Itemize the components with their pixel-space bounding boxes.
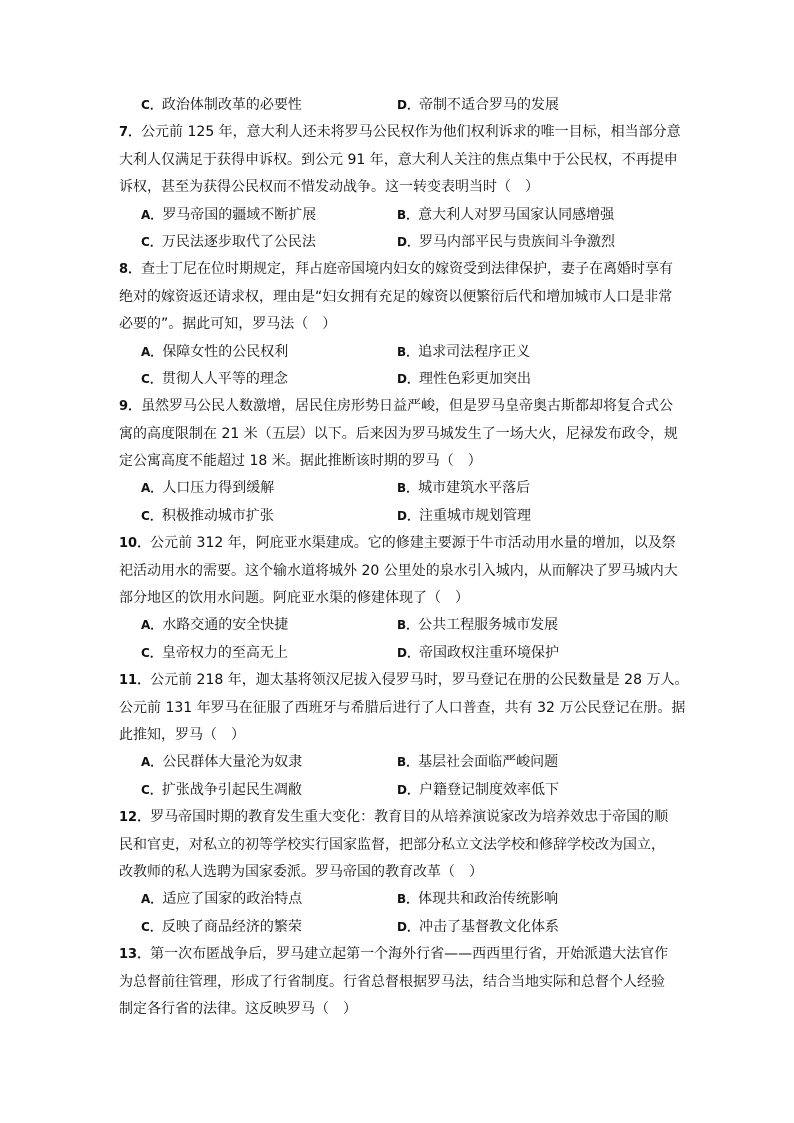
option-b: [397, 475, 530, 502]
question-stem-line: [119, 859, 684, 886]
question-number: 9: [119, 399, 129, 415]
question-number-dot: ．: [137, 673, 151, 689]
option-letter: D: [397, 919, 407, 934]
option-letter: B: [397, 207, 407, 222]
question-stem-line: [119, 941, 684, 968]
stem-text: 定公寓高度不能超过 18 米。据此推断该时期的罗马（ ）: [119, 453, 482, 470]
question-stem-line: [119, 147, 684, 174]
option-dot: ．: [149, 234, 162, 249]
options-row: [119, 366, 684, 393]
option-text: 罗马内部平民与贵族间斗争激烈: [418, 233, 615, 250]
option-a: [119, 202, 397, 229]
option-text: 罗马帝国的疆域不断扩展: [162, 206, 317, 223]
option-c: [119, 777, 397, 804]
option-dot: ．: [149, 782, 162, 797]
option-dot: ．: [406, 645, 419, 660]
stem-text: 祀活动用水的需要。这个输水道将城外 20 公里处的泉水引入城内，从而解决了罗马城内大: [119, 562, 678, 579]
stem-text: 民和官吏，对私立的初等学校实行国家监督，把部分私立文法学校和修辞学校改为国立，: [119, 836, 665, 853]
stem-text: 公元前 312 年，阿庇亚水渠建成。它的修建主要源于牛市活动用水量的增加，以及祭: [150, 535, 676, 552]
options-row: [119, 886, 684, 913]
question-stem-line: [119, 558, 684, 585]
option-letter: C: [141, 645, 150, 660]
option-letter: A: [141, 618, 151, 633]
option-text: 政治体制改革的必要性: [161, 97, 302, 113]
option-dot: ．: [406, 508, 419, 523]
stem-text: 为总督前往管理，形成了行省制度。行省总督根据罗马法，结合当地实际和总督个人经验: [119, 973, 665, 990]
options-row: [119, 777, 684, 804]
option-c: [119, 503, 397, 530]
question-number-dot: ．: [128, 125, 142, 141]
option-dot: ．: [150, 892, 163, 907]
option-dot: ．: [150, 755, 163, 770]
options-row: [119, 229, 684, 256]
options-row: [119, 914, 684, 941]
option-text: 城市建筑水平落后: [418, 480, 531, 497]
option-text: 体现共和政治传统影响: [418, 891, 559, 908]
option-letter: A: [141, 344, 151, 359]
question-number: 7: [119, 125, 129, 141]
question-number-dot: ．: [137, 536, 151, 552]
option-c: [119, 640, 397, 667]
question-number: 10: [119, 536, 138, 552]
option-dot: ．: [406, 919, 419, 934]
stem-text: 查士丁尼在位时期规定，拜占庭帝国境内妇女的嫁资受到法律保护，妻子在离婚时享有: [141, 261, 674, 278]
option-letter: C: [141, 371, 150, 386]
question-number-dot: ．: [137, 810, 151, 826]
option-letter: C: [141, 234, 150, 249]
stem-text: 此推知，罗马（ ）: [119, 726, 245, 743]
option-a: [119, 612, 397, 639]
options-row: [119, 202, 684, 229]
question-stem-line: [119, 256, 684, 283]
question-stem-line: [119, 722, 684, 749]
option-letter: D: [397, 234, 407, 249]
option-c: [119, 366, 397, 393]
option-a: [119, 339, 397, 366]
option-dot: ．: [406, 234, 419, 249]
option-d: [397, 777, 559, 804]
option-text: 人口压力得到缓解: [162, 480, 275, 497]
stem-text: 改教师的私人选聘为国家委派。罗马帝国的教育改革（ ）: [119, 863, 483, 880]
option-text: 适应了国家的政治特点: [162, 891, 303, 908]
question-number: 13: [119, 947, 138, 963]
stem-text: 公元前 125 年，意大利人还未将罗马公民权作为他们权利诉求的唯一目标，相当部分意: [141, 124, 681, 141]
option-letter: A: [141, 481, 151, 496]
option-dot: ．: [149, 645, 162, 660]
question-number: 11: [119, 673, 138, 689]
option-text: 保障女性的公民权利: [162, 343, 289, 360]
option-letter: C: [141, 508, 150, 523]
options-row: [119, 612, 684, 639]
option-d: [397, 229, 615, 256]
option-dot: ．: [149, 98, 162, 112]
question-prev: [119, 92, 684, 119]
question-stem-line: [119, 421, 684, 448]
option-a: [119, 749, 397, 776]
stem-text: 绝对的嫁资返还请求权，理由是“妇女拥有充足的嫁资以便繁衍后代和增加城市人口是非常: [119, 288, 673, 305]
question-8: [119, 256, 684, 393]
option-letter: B: [397, 481, 407, 496]
question-10: [119, 530, 684, 667]
question-stem-line: [119, 119, 684, 146]
option-text: 公民群体大量沦为奴隶: [162, 754, 303, 771]
question-12: [119, 804, 684, 941]
option-dot: ．: [150, 344, 163, 359]
option-d: [397, 914, 559, 941]
option-letter: D: [397, 508, 407, 523]
option-dot: ．: [149, 371, 162, 386]
options-row: [119, 503, 684, 530]
option-a: [119, 886, 397, 913]
option-text: 户籍登记制度效率低下: [418, 781, 559, 798]
option-letter: D: [397, 782, 407, 797]
question-stem-line: [119, 174, 684, 201]
option-dot: ．: [150, 481, 163, 496]
option-letter: A: [141, 892, 151, 907]
option-dot: ．: [406, 371, 419, 386]
option-dot: ．: [406, 481, 419, 496]
option-text: 扩张战争引起民生凋敝: [161, 781, 302, 798]
option-d: [397, 92, 559, 119]
option-letter: B: [397, 618, 407, 633]
option-text: 注重城市规划管理: [418, 507, 531, 524]
option-text: 公共工程服务城市发展: [418, 617, 559, 634]
option-dot: ．: [149, 919, 162, 934]
question-stem-line: [119, 969, 684, 996]
question-stem-line: [119, 530, 684, 557]
option-dot: ．: [406, 892, 419, 907]
question-stem-line: [119, 804, 684, 831]
stem-text: 第一次布匿战争后，罗马建立起第一个海外行省——西西里行省，开始派遣大法官作: [150, 946, 669, 963]
option-letter: C: [141, 919, 150, 934]
option-dot: ．: [149, 508, 162, 523]
option-letter: D: [397, 371, 407, 386]
stem-text: 公元前 218 年，迦太基将领汉尼拔入侵罗马时，罗马登记在册的公民数量是 28 万人。: [150, 672, 689, 689]
question-7: [119, 119, 684, 256]
option-dot: ．: [406, 618, 419, 633]
options-row: [119, 749, 684, 776]
option-text: 反映了商品经济的繁荣: [161, 918, 302, 935]
option-text: 贯彻人人平等的理念: [161, 370, 288, 387]
option-dot: ．: [406, 344, 419, 359]
option-dot: ．: [406, 782, 419, 797]
stem-text: 必要的”。据此可知，罗马法（ ）: [119, 316, 337, 333]
option-c: [119, 92, 397, 119]
option-d: [397, 366, 531, 393]
options-row: [119, 92, 684, 119]
option-text: 理性色彩更加突出: [418, 370, 531, 387]
question-number-dot: ．: [128, 399, 142, 415]
option-b: [397, 886, 558, 913]
option-c: [119, 229, 397, 256]
options-row: [119, 339, 684, 366]
stem-text: 部分地区的饮用水问题。阿庇亚水渠的修建体现了（ ）: [119, 590, 469, 607]
option-b: [397, 749, 558, 776]
question-9: [119, 393, 684, 530]
option-text: 意大利人对罗马国家认同感增强: [418, 206, 615, 223]
option-d: [397, 503, 531, 530]
question-number-dot: ．: [128, 262, 142, 278]
stem-text: 制定各行省的法律。这反映罗马（ ）: [119, 1000, 357, 1017]
question-number-dot: ．: [137, 947, 151, 963]
stem-text: 罗马帝国时期的教育发生重大变化：教育目的从培养演说家改为培养效忠于帝国的顺: [150, 809, 669, 826]
option-text: 皇帝权力的至高无上: [161, 644, 288, 661]
option-text: 冲击了基督教文化体系: [418, 918, 559, 935]
stem-text: 虽然罗马公民人数激增，居民住房形势日益严峻，但是罗马皇帝奥古斯都却将复合式公: [141, 398, 674, 415]
option-dot: ．: [406, 98, 419, 112]
question-stem-line: [119, 448, 684, 475]
option-text: 帝制不适合罗马的发展: [418, 97, 559, 113]
option-letter: D: [397, 98, 407, 112]
question-stem-line: [119, 393, 684, 420]
option-text: 水路交通的安全快捷: [162, 617, 289, 634]
option-b: [397, 202, 614, 229]
exam-page: [119, 92, 689, 1023]
option-letter: A: [141, 755, 151, 770]
question-11: [119, 667, 689, 804]
stem-text: 寓的高度限制在 21 米（五层）以下。后来因为罗马城发生了一场大火，尼禄发布政令，规: [119, 425, 678, 442]
options-row: [119, 640, 684, 667]
question-stem-line: [119, 832, 684, 859]
option-letter: D: [397, 645, 407, 660]
option-letter: B: [397, 892, 407, 907]
option-letter: C: [141, 98, 150, 112]
option-letter: B: [397, 344, 407, 359]
option-text: 帝国政权注重环境保护: [418, 644, 559, 661]
stem-text: 诉权，甚至为获得公民权而不惜发动战争。这一转变表明当时（ ）: [119, 179, 539, 196]
question-13: [119, 941, 684, 1023]
question-stem-line: [119, 667, 689, 694]
question-stem-line: [119, 996, 684, 1023]
stem-text: 公元前 131 年罗马在征服了西班牙与希腊后进行了人口普查，共有 32 万公民登记在册。据: [119, 699, 686, 716]
option-d: [397, 640, 559, 667]
question-stem-line: [119, 311, 684, 338]
option-dot: ．: [406, 207, 419, 222]
option-dot: ．: [150, 618, 163, 633]
option-text: 万民法逐步取代了公民法: [161, 233, 316, 250]
option-c: [119, 914, 397, 941]
option-b: [397, 339, 530, 366]
option-b: [397, 612, 558, 639]
option-letter: B: [397, 755, 407, 770]
question-number: 8: [119, 262, 129, 278]
question-number: 12: [119, 810, 138, 826]
option-text: 基层社会面临严峻问题: [418, 754, 559, 771]
options-row: [119, 475, 684, 502]
option-dot: ．: [150, 207, 163, 222]
stem-text: 大利人仅满足于获得申诉权。到公元 91 年，意大利人关注的焦点集中于公民权，不再提申: [119, 151, 678, 168]
option-text: 追求司法程序正义: [418, 343, 531, 360]
option-text: 积极推动城市扩张: [161, 507, 274, 524]
question-stem-line: [119, 695, 684, 722]
option-a: [119, 475, 397, 502]
option-letter: A: [141, 207, 151, 222]
question-stem-line: [119, 284, 684, 311]
question-stem-line: [119, 585, 684, 612]
option-dot: ．: [406, 755, 419, 770]
option-letter: C: [141, 782, 150, 797]
